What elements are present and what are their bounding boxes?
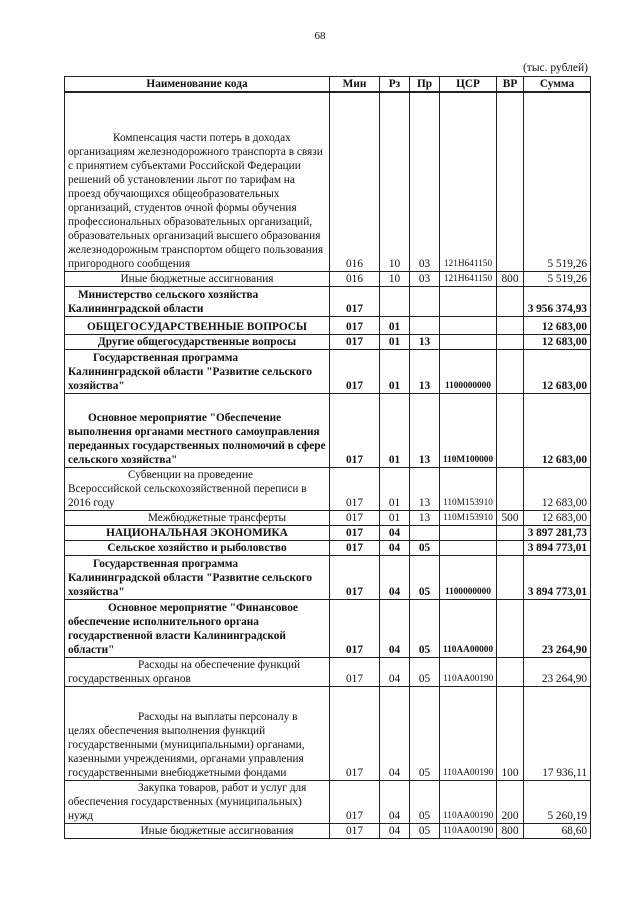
row-rz: 04 [380,599,410,657]
row-name-text: Министерство сельского хозяйства Калининградской области [68,288,259,315]
row-vr [497,393,524,467]
row-name [65,780,330,823]
row-name-text: ОБЩЕГОСУДАРСТВЕННЫЕ ВОПРОСЫ [86,320,308,333]
row-csr: 121Н641150 [440,271,497,286]
row-rz: 04 [380,540,410,555]
row-sum: 3 894 773,01 [524,555,591,599]
row-name-text: Закупка товаров, работ и услуг для обеспечения государственных (муниципальных) нужд [68,781,307,822]
row-min: 017 [330,599,380,657]
row-csr: 1100000000 [440,349,497,393]
row-vr [497,657,524,686]
row-rz: 01 [380,316,410,334]
row-name [65,316,330,334]
row-pr: 05 [410,657,440,686]
row-min: 017 [330,555,380,599]
row-name-text: Государственная программа Калининградской области "Развитие сельского хозяйства" [68,351,313,392]
row-name [65,349,330,393]
row-rz: 10 [380,92,410,271]
row-sum: 23 264,90 [524,657,591,686]
row-vr: 500 [497,510,524,525]
row-pr: 13 [410,467,440,510]
row-rz: 04 [380,657,410,686]
row-name [65,540,330,555]
row-min: 017 [330,780,380,823]
row-sum: 23 264,90 [524,599,591,657]
row-rz: 01 [380,334,410,349]
table-row [65,657,591,686]
row-rz: 04 [380,525,410,540]
table-row [65,271,591,286]
row-vr [497,467,524,510]
row-name [65,599,330,657]
row-rz: 01 [380,393,410,467]
row-sum: 17 936,11 [524,686,591,780]
table-row [65,510,591,525]
units-label: (тыс. рублей) [522,62,588,74]
row-rz: 04 [380,780,410,823]
table-row [65,686,591,780]
row-csr [440,334,497,349]
row-vr [497,286,524,316]
row-min: 017 [330,657,380,686]
row-rz: 01 [380,510,410,525]
row-min: 017 [330,286,380,316]
budget-table [64,76,591,839]
row-vr [497,599,524,657]
row-vr: 800 [497,271,524,286]
row-csr: 110М153910 [440,467,497,510]
row-sum: 12 683,00 [524,334,591,349]
row-pr: 13 [410,393,440,467]
header-pr: Пр [410,77,440,93]
row-min: 017 [330,349,380,393]
row-vr: 200 [497,780,524,823]
row-vr [497,316,524,334]
row-sum: 3 956 374,93 [524,286,591,316]
row-sum: 5 519,26 [524,271,591,286]
table-row [65,525,591,540]
row-name-text: Другие общегосударственные вопросы [97,335,297,348]
row-name [65,555,330,599]
row-name-text: Государственная программа Калининградской области "Развитие сельского хозяйства" [68,557,313,598]
row-sum: 12 683,00 [524,467,591,510]
row-rz [380,286,410,316]
row-name-text: Расходы на обеспечение функций государственных органов [68,658,301,685]
row-name [65,467,330,510]
table-row [65,92,591,271]
row-name [65,510,330,525]
table-row [65,540,591,555]
row-pr: 13 [410,334,440,349]
row-csr: 110АА00190 [440,823,497,838]
row-name [65,286,330,316]
row-sum: 12 683,00 [524,510,591,525]
row-csr: 110АА00190 [440,657,497,686]
row-min: 017 [330,525,380,540]
row-name-text: Компенсация части потерь в доходах организациям железнодорожного транспорта в связи с принятием субъектами Российской Федерации решений об установлении льгот по тарифам на проезд обучающихся общеобразовательных организаций, студентов очной формы обучения профессиональных образовательных организаций, образовательных организаций высшего образования железнодорожным транспортом общего пользования пригородного сообщения [68,131,324,270]
row-min: 017 [330,510,380,525]
row-min: 016 [330,271,380,286]
row-vr [497,555,524,599]
row-pr: 03 [410,92,440,271]
table-row [65,599,591,657]
row-min: 017 [330,686,380,780]
row-sum: 3 894 773,01 [524,540,591,555]
header-vr: ВР [497,77,524,93]
row-name [65,686,330,780]
row-sum: 68,60 [524,823,591,838]
row-pr [410,525,440,540]
row-name-text: Основное мероприятие "Финансовое обеспечение исполнительного органа государственной власти Калининградской области" [68,601,298,656]
table-row [65,393,591,467]
row-name-text: Субвенции на проведение Всероссийской сельскохозяйственной переписи в 2016 году [68,468,307,509]
row-min: 017 [330,540,380,555]
row-csr [440,286,497,316]
row-pr: 05 [410,540,440,555]
row-vr: 100 [497,686,524,780]
table-row [65,555,591,599]
row-min: 017 [330,467,380,510]
row-vr [497,540,524,555]
row-csr: 110АА00000 [440,599,497,657]
row-name-text: Сельское хозяйство и рыболовство [107,541,287,554]
row-sum: 12 683,00 [524,349,591,393]
row-name [65,823,330,838]
header-rz: Рз [380,77,410,93]
table-row [65,286,591,316]
row-sum: 5 519,26 [524,92,591,271]
row-csr: 110М153910 [440,510,497,525]
row-name-text: Расходы на выплаты персоналу в целях обеспечения выполнения функций государственными (муниципальными) органами, казенными учреждениями, органами управления государственными внебюджетными фондами [68,710,305,779]
table-row [65,467,591,510]
header-min: Мин [330,77,380,93]
row-name [65,525,330,540]
row-vr [497,525,524,540]
row-rz: 01 [380,467,410,510]
row-name [65,393,330,467]
row-pr: 03 [410,271,440,286]
row-name [65,271,330,286]
table-row [65,334,591,349]
row-csr: 110АА00190 [440,780,497,823]
row-pr: 05 [410,555,440,599]
page-number: 68 [314,30,326,42]
row-name-text: Иные бюджетные ассигнования [120,272,274,285]
row-vr [497,349,524,393]
table-header-row [65,77,591,93]
row-min: 017 [330,316,380,334]
table-row [65,780,591,823]
header-name: Наименование кода [65,77,330,93]
row-name-text: НАЦИОНАЛЬНАЯ ЭКОНОМИКА [106,526,288,539]
table-row [65,823,591,838]
row-sum: 12 683,00 [524,393,591,467]
row-pr [410,286,440,316]
row-rz: 04 [380,823,410,838]
row-name [65,334,330,349]
row-rz: 01 [380,349,410,393]
table-row [65,349,591,393]
row-pr: 05 [410,780,440,823]
row-csr [440,316,497,334]
row-rz: 04 [380,686,410,780]
header-sum: Сумма [524,77,591,93]
row-min: 017 [330,823,380,838]
row-min: 016 [330,92,380,271]
table-row [65,316,591,334]
row-pr: 05 [410,686,440,780]
row-sum: 5 260,19 [524,780,591,823]
row-csr: 1100000000 [440,555,497,599]
row-csr: 110М100000 [440,393,497,467]
header-csr: ЦСР [440,77,497,93]
row-name [65,657,330,686]
row-vr [497,334,524,349]
row-rz: 04 [380,555,410,599]
row-csr [440,540,497,555]
row-rz: 10 [380,271,410,286]
row-csr: 110АА00190 [440,686,497,780]
row-csr [440,525,497,540]
row-sum: 3 897 281,73 [524,525,591,540]
row-pr: 05 [410,599,440,657]
row-name-text: Межбюджетные трансферты [147,511,287,524]
row-vr: 800 [497,823,524,838]
row-name-text: Иные бюджетные ассигнования [140,824,294,837]
row-sum: 12 683,00 [524,316,591,334]
row-pr: 13 [410,510,440,525]
row-pr: 05 [410,823,440,838]
row-pr: 13 [410,349,440,393]
row-name-text: Основное мероприятие "Обеспечение выполнения органами местного самоуправления переданных государственных полномочий в сфере сельского хозяйства" [68,411,326,466]
row-csr: 121Н641150 [440,92,497,271]
row-pr [410,316,440,334]
row-name [65,92,330,271]
row-min: 017 [330,393,380,467]
row-vr [497,92,524,271]
row-min: 017 [330,334,380,349]
